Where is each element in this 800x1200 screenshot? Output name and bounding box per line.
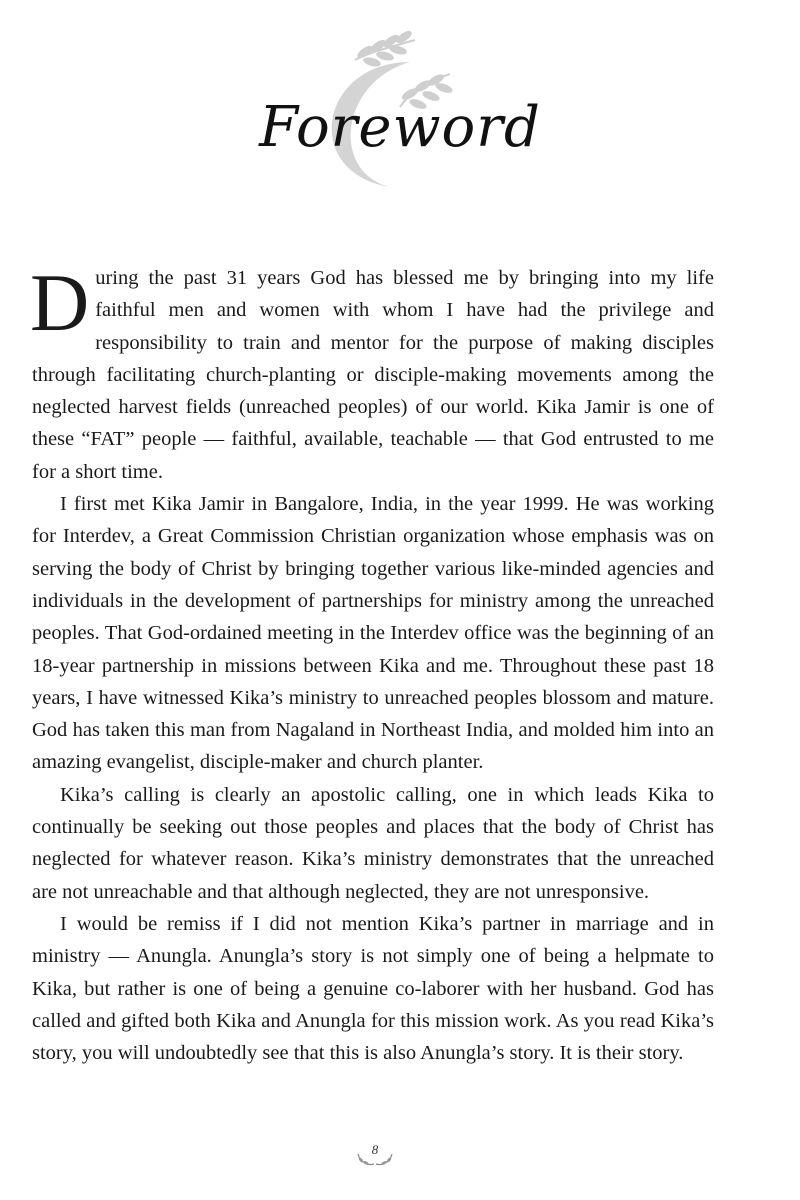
drop-cap: D [30,257,90,348]
paragraph-1 [30,257,714,488]
paragraph-4: I would be remiss if I did not mention Kika’s partner in marriage and in ministry — Anungla. Anungla’s story is not simply one of being a helpmate to Kika, but rather is one of being a genuine co-laborer with her husband. God has called and gifted both Kika and Anungla for this mission work. As you read Kika’s story, you will undoubtedly see that this is also Anungla’s story. It is their story. [32,912,714,1065]
page-folio [350,1142,400,1172]
page-number: 8 [371,1142,379,1157]
foreword-body [30,257,714,1069]
paragraph-1-text: uring the past 31 years God has blessed me by bringing into my life faithful men and women with whom I have had the privilege and responsibility to train and mentor for the purpose of making disciples through facilitating church-planting or disciple-making movements among the neglected harvest fields (unreached peoples) of our world. Kika Jamir is one of these “FAT” people — faithful, available, teachable — that God entrusted to me for a short time. [32,267,714,483]
page-title: Foreword [259,95,541,160]
paragraph-2: I first met Kika Jamir in Bangalore, India, in the year 1999. He was working for Interdev, a Great Commission Christian organization whose emphasis was on serving the body of Christ by bringing together various like-minded agencies and individuals in the development of partnerships for ministry among the unreached peoples. That God-ordained meeting in the Interdev office was the beginning of an 18-year partnership in missions between Kika and me. Throughout these past 18 years, I have witnessed Kika’s ministry to unreached peoples blossom and mature. God has taken this man from Nagaland in Northeast India, and molded him into an amazing evangelist, disciple-maker and church planter. [32,493,714,774]
paragraph-3: Kika’s calling is clearly an apostolic calling, one in which leads Kika to continually be seeking out those peoples and places that the body of Christ has neglected for whatever reason. Kika’s ministry demonstrates that the unreached are not unreachable and that although neglected, they are not unresponsive. [32,783,714,903]
